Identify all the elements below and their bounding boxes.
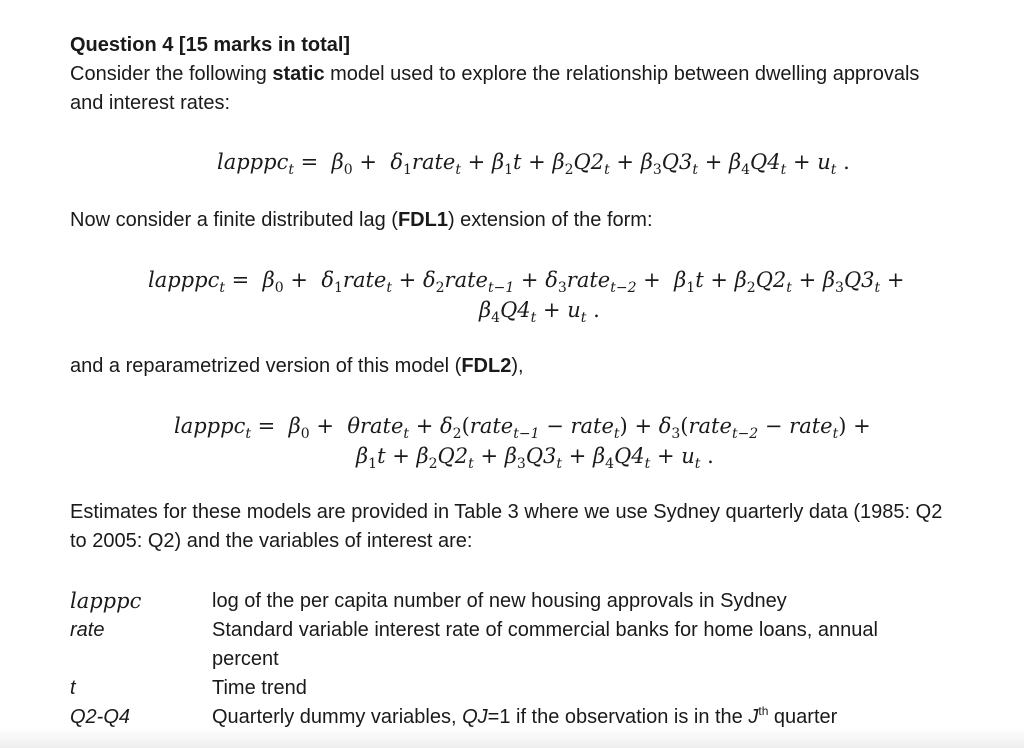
desc-superscript: th xyxy=(758,704,769,718)
question-heading: Question 4 [15 marks in total] xyxy=(70,34,351,56)
fdl1-intro-after: ) extension of the form: xyxy=(447,209,653,231)
intro-text-after: model used to explore the relationship between dwelling approvals and interest rates: xyxy=(70,63,920,114)
fdl1-equation-line2: $\beta_4Q4_t + u_t$ . xyxy=(479,298,600,326)
variable-name: Q2-Q4 xyxy=(70,706,131,728)
fdl1-label: FDL1 xyxy=(397,209,448,231)
estimates-paragraph: Estimates for these models are provided in Table 3 where we use Sydney quarterly data (1985: Q2 to 2005: Q2) and the variables of interest are: xyxy=(70,501,943,552)
fdl2-label: FDL2 xyxy=(461,355,512,377)
variable-description: Time trend xyxy=(212,677,307,699)
variable-name: lapppc xyxy=(70,589,142,613)
desc-part: =1 if the observation is in the xyxy=(487,706,749,728)
variable-description: Standard variable interest rate of commercial banks for home loans, annual percent xyxy=(212,619,878,670)
static-model-intro xyxy=(70,60,950,118)
bottom-edge xyxy=(0,728,1024,748)
fdl1-intro-before: Now consider a finite distributed lag ( xyxy=(70,209,398,231)
intro-text-before: Consider the following xyxy=(70,63,273,85)
desc-sup-base: J xyxy=(748,706,759,728)
variable-name: rate xyxy=(70,619,105,641)
desc-part: Quarterly dummy variables, xyxy=(212,706,463,728)
fdl2-intro-after: ), xyxy=(511,355,524,377)
fdl1-intro xyxy=(70,206,653,235)
desc-italic: QJ xyxy=(462,706,488,728)
variable-name: t xyxy=(70,677,76,699)
fdl2-equation-line1: lapppc$_t$ = $\beta_0$ + θrate$_t$ + $\delta_2(rate_{t-1}$ − rate$_t$) + $\delta_3(rate_{t-2}$ − rate$_t$) + xyxy=(174,414,871,442)
intro-bold-static: static xyxy=(272,63,325,85)
fdl2-intro xyxy=(70,352,524,381)
fdl1-equation-line1: lapppc$_t$ = $\beta_0$ + $\delta_1rate_t$ + $\delta_2rate_{t-1}$ + $\delta_3rate_{t-2} + \beta_1t + \beta_2Q2_t + \beta_3Q3_t$ + xyxy=(148,268,905,296)
desc-part: quarter xyxy=(768,706,838,728)
fdl2-intro-before: and a reparametrized version of this model ( xyxy=(70,355,462,377)
static-model-equation: lapppc$_t$ = $\beta_0$ + $\delta_1rate_t + \beta_1t + \beta_2Q2_t + \beta_3Q3_t + \beta_4Q4_t + u_t$ . xyxy=(217,150,850,178)
fdl2-equation-line2: $\beta_1t + \beta_2Q2_t + \beta_3Q3_t + \beta_4Q4_t + u_t$ . xyxy=(356,444,714,472)
variable-description: log of the per capita number of new housing approvals in Sydney xyxy=(212,590,787,612)
